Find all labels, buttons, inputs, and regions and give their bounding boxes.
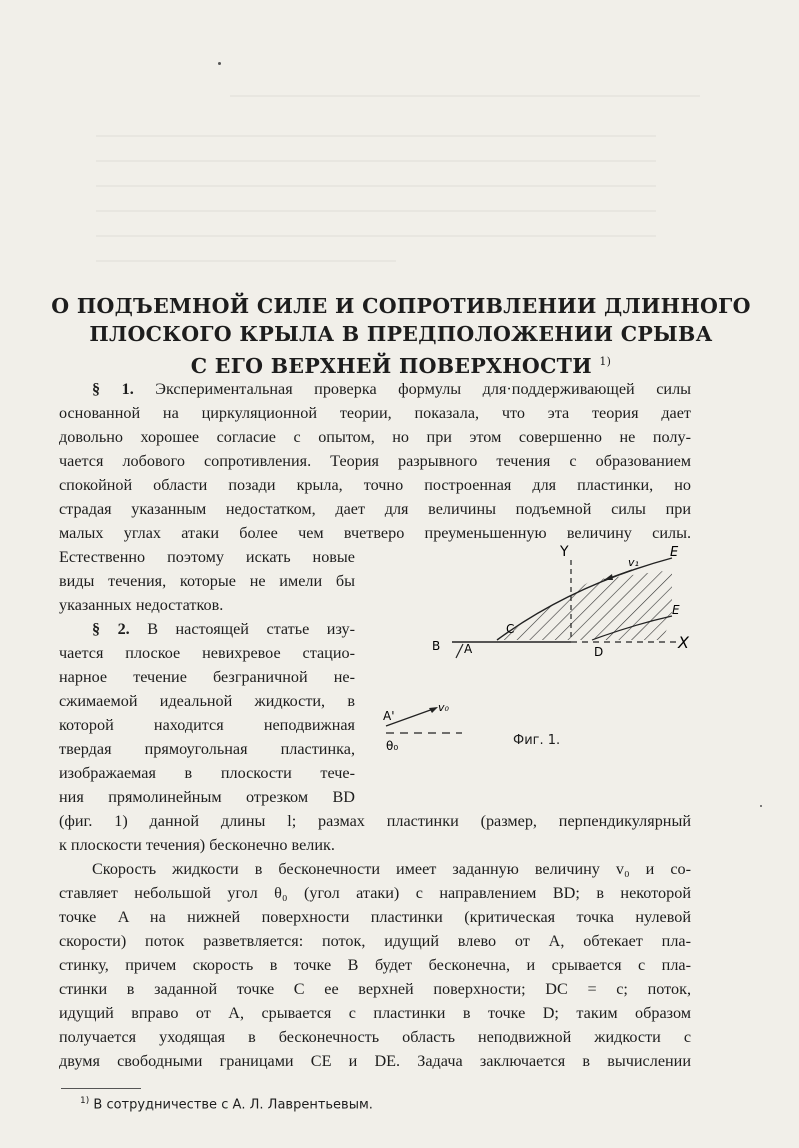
paragraph-line	[92, 617, 355, 641]
label-d: D	[594, 645, 604, 659]
figure-caption: Фиг. 1.	[513, 733, 561, 748]
label-y: Y	[560, 544, 569, 560]
bleed-through	[230, 95, 700, 97]
label-x: X	[678, 633, 689, 652]
label-c: C	[506, 622, 515, 636]
section-1-label: § 1.	[92, 380, 134, 398]
label-a: A	[464, 642, 473, 656]
paragraph-line	[92, 377, 691, 401]
section-2-line-9: к плоскости течения) бесконечно велик.	[59, 836, 335, 854]
label-e-low: E	[672, 603, 680, 617]
section-2-line-5: твердая прямоугольная пластинка,	[59, 740, 355, 758]
arrow-head-v1	[604, 574, 613, 580]
label-e-top: E	[670, 545, 679, 560]
section-1-line-0: Экспериментальная проверка формулы для·поддерживающей силы	[155, 380, 692, 398]
section-1-line-5: страдая указанным недостатком, дает для величины подъемной силы при	[59, 500, 691, 518]
section-2-line-0: В настоящей статье изу-	[147, 620, 356, 638]
section-2-label: § 2.	[92, 620, 130, 638]
section-1-line-8: виды течения, которые не имели бы	[59, 572, 355, 590]
margin-speck	[760, 805, 762, 807]
title-footnote-mark: 1)	[599, 355, 612, 368]
paragraph-3-line-8: двумя свободными границами CE и DE. Задача заключается в вычислении	[59, 1052, 691, 1070]
section-2-line-7: ния прямолинейным отрезком BD	[59, 788, 355, 806]
paragraph-3-line-4: стинку, причем скорость в точке B будет бесконечна, и срывается с пла-	[59, 956, 691, 974]
article-title	[40, 292, 762, 380]
title-line-3-text: С ЕГО ВЕРХНЕЙ ПОВЕРХНОСТИ	[190, 353, 592, 378]
section-2-line-8: (фиг. 1) данной длины l; размах пластинки (размер, перпендикулярный	[59, 812, 691, 830]
bleed-through	[96, 210, 656, 212]
paragraph-3-line-1: ставляет небольшой угол θ₀ (угол атаки) с направлением BD; в некоторой	[59, 884, 691, 902]
paragraph-3-line-5: стинки в заданной точке C ее верхней поверхности; DC = c; поток,	[59, 980, 691, 998]
arrow-head-v0	[429, 707, 438, 713]
paragraph-3-line-7: получается уходящая в бесконечность область неподвижной жидкости с	[59, 1028, 691, 1046]
footnote-text: В сотрудничестве с А. Л. Лаврентьевым.	[93, 1097, 373, 1113]
label-v0: v₀	[438, 701, 449, 714]
title-line-1: О ПОДЪЕМНОЙ СИЛЕ И СОПРОТИВЛЕНИИ ДЛИННОГО	[51, 294, 751, 318]
paragraph-3-line-6: идущий вправо от A, срывается с пластинки в точке D; таким образом	[59, 1004, 691, 1022]
footnote-rule	[61, 1088, 141, 1089]
label-a-prime: A'	[383, 709, 395, 723]
paragraph-3-line-0: Скорость жидкости в бесконечности имеет заданную величину v₀ и со-	[92, 860, 691, 878]
figure-1	[372, 530, 702, 760]
section-1-line-2: довольно хорошее согласие с опытом, но при этом совершенно не полу-	[59, 428, 691, 446]
section-2-line-2: нарное течение безграничной не-	[59, 668, 355, 686]
section-2-line-1: чается плоское невихревое стацио-	[59, 644, 355, 662]
page-speck	[218, 62, 221, 65]
plate-slash	[456, 644, 463, 658]
bleed-through	[96, 135, 656, 137]
bleed-through	[96, 185, 656, 187]
title-line-2: ПЛОСКОГО КРЫЛА В ПРЕДПОЛОЖЕНИИ СРЫВА	[89, 322, 713, 346]
section-1-line-3: чается лобового сопротивления. Теория разрывного течения с образованием	[59, 452, 691, 470]
section-1-line-4: спокойной области позади крыла, точно построенная для пластинки, но	[59, 476, 691, 494]
label-b: B	[432, 639, 441, 653]
section-2-line-3: сжимаемой идеальной жидкости, в	[59, 692, 355, 710]
paragraph-3-line-2: точке A на нижней поверхности пластинки (критическая точка нулевой	[59, 908, 691, 926]
flow-diagram	[372, 530, 702, 760]
stagnant-region	[497, 570, 672, 640]
bleed-through	[96, 235, 656, 237]
footnote	[80, 1096, 373, 1112]
section-1-line-1: основанной на циркуляционной теории, показала, что эта теория дает	[59, 404, 691, 422]
section-1-line-9: указанных недостатков.	[59, 596, 224, 614]
footnote-mark: 1)	[80, 1096, 90, 1106]
bleed-through	[96, 160, 656, 162]
section-2-line-6: изображаемая в плоскости тече-	[59, 764, 355, 782]
paragraph-3-line-3: скорости) поток разветвляется: поток, идущий влево от A, обтекает пла-	[59, 932, 691, 950]
section-1-line-7: Естественно поэтому искать новые	[59, 548, 355, 566]
label-theta: θ₀	[386, 739, 399, 753]
section-2-line-4: которой находится неподвижная	[59, 716, 355, 734]
section-1-line-6: малых углах атаки более чем вчетверо преуменьшенную величину силы.	[59, 524, 691, 542]
title-line-3	[40, 348, 762, 380]
bleed-through	[96, 260, 396, 262]
label-v1: v₁	[628, 556, 639, 569]
